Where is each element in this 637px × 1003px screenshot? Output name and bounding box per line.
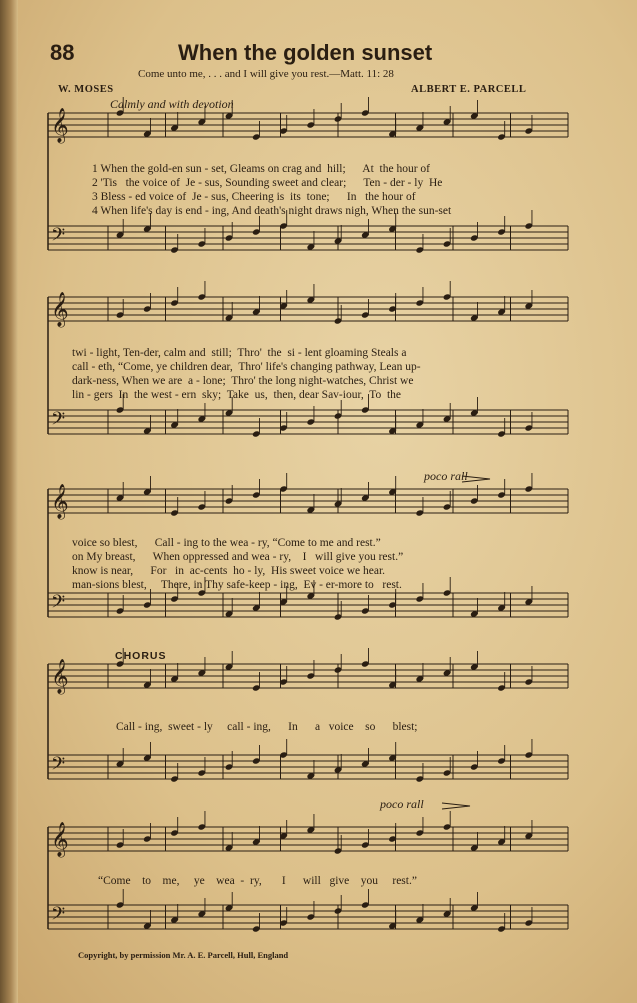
verse-4-line-2: lin - gers In the west - ern sky; Take us, then, dear Sav-iour, To the <box>72 389 402 401</box>
svg-text:𝄞: 𝄞 <box>51 484 69 519</box>
tempo-marking: Calmly and with devotion <box>110 97 234 111</box>
svg-text:𝄞: 𝄞 <box>51 822 69 857</box>
composer-credit: ALBERT E. PARCELL <box>411 84 527 95</box>
chorus-line-2: “Come to me, ye wea - ry, I will give you rest.” <box>98 875 417 887</box>
verse-2-line-1: 2 'Tis the voice of Je - sus, Sounding sweet and clear; Ten - der - ly He <box>92 177 443 189</box>
chorus-label: CHORUS <box>115 650 167 662</box>
verse-4-line-3: man-sions blest, There, in Thy safe-keep - ing, Ev - er-more to rest. <box>72 579 402 591</box>
svg-text:𝄢: 𝄢 <box>51 904 66 929</box>
verse-3-line-1: 3 Bless - ed voice of Je - sus, Cheering is its tone; In the hour of <box>92 191 416 203</box>
hymn-title: When the golden sunset <box>178 40 433 65</box>
poco-rall-mark-2: poco rall <box>380 797 424 811</box>
verse-2-line-2: call - eth, “Come, ye children dear, Thro' life's changing pathway, Lean up- <box>72 361 421 373</box>
staff-lines <box>48 113 568 929</box>
svg-text:𝄢: 𝄢 <box>51 592 66 617</box>
svg-text:𝄢: 𝄢 <box>51 225 66 250</box>
verse-2-line-3: on My breast, When oppressed and wea - ry, I will give you rest.” <box>72 551 404 563</box>
lyricist-credit: W. MOSES <box>58 84 114 95</box>
svg-text:𝄞: 𝄞 <box>51 659 69 694</box>
svg-text:𝄞: 𝄞 <box>51 108 69 143</box>
hymn-number: 88 <box>50 40 75 65</box>
svg-text:𝄢: 𝄢 <box>51 409 66 434</box>
verse-1-line-2: twi - light, Ten-der, calm and still; Thro' the si - lent gloaming Steals a <box>72 347 407 359</box>
svg-text:𝄢: 𝄢 <box>51 754 66 779</box>
scripture-reference: Come unto me, . . . and I will give you rest.—Matt. 11: 28 <box>138 68 394 80</box>
verse-3-line-2: dark-ness, When we are a - lone; Thro' the long night-watches, Christ we <box>72 375 414 387</box>
clefs <box>51 108 69 929</box>
verse-1-line-3: voice so blest, Call - ing to the wea - ry, “Come to me and rest.” <box>72 537 381 549</box>
bar-lines <box>48 113 568 929</box>
decrescendo-mark-2 <box>442 803 470 809</box>
poco-rall-mark-1: poco rall <box>424 469 468 483</box>
copyright-notice: Copyright, by permission Mr. A. E. Parcell, Hull, England <box>78 950 289 960</box>
svg-text:𝄞: 𝄞 <box>51 292 69 327</box>
verse-1-line-1: 1 When the gold-en sun - set, Gleams on crag and hill; At the hour of <box>92 163 431 175</box>
chorus-line-1: Call - ing, sweet - ly call - ing, In a voice so blest; <box>116 721 418 733</box>
verse-4-line-1: 4 When life's day is end - ing, And death's night draws nigh, When the sun-set <box>92 205 452 217</box>
note-heads <box>116 97 533 933</box>
verse-3-line-3: know is near, For in ac-cents ho - ly, His sweet voice we hear. <box>72 565 386 577</box>
